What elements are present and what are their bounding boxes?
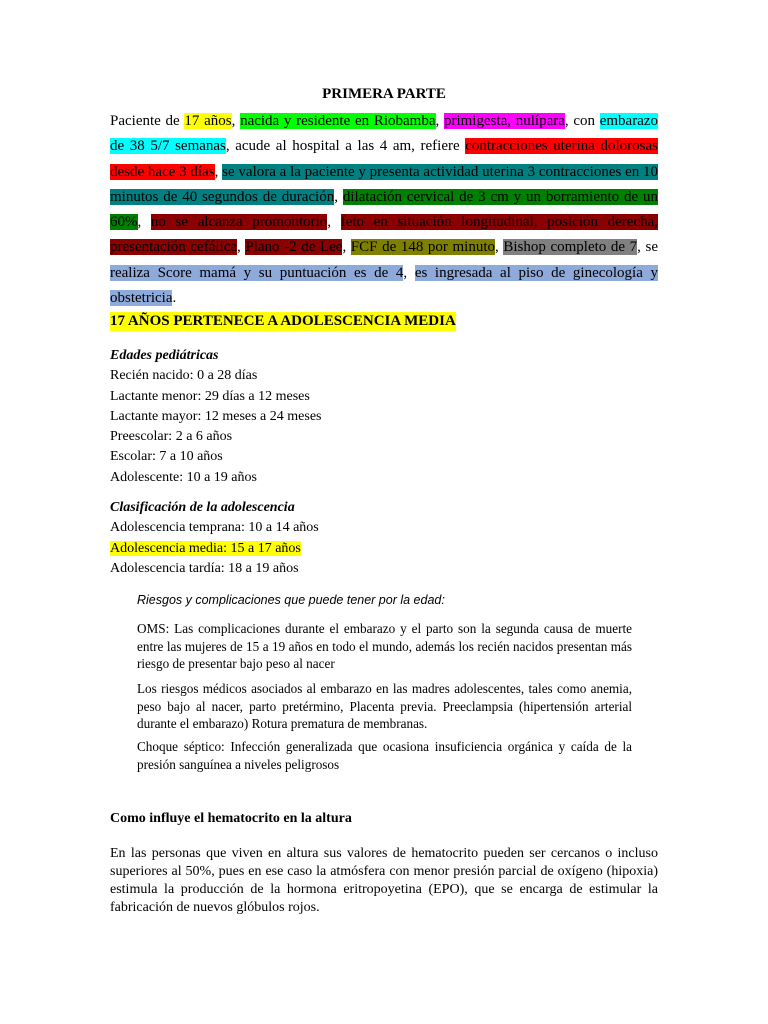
case-text: , [327,214,341,231]
list-item-highlighted [110,539,319,559]
case-text: , [403,264,415,281]
case-text: , con [564,113,600,129]
case-text: , [342,239,351,256]
case-text: , se [637,239,658,256]
highlight-bishop: Bishop completo de 7 [503,239,638,256]
case-paragraph [110,109,658,311]
list-item: Escolar: 7 a 10 años [110,449,223,465]
case-text: . [172,290,177,307]
case-text: , [237,239,246,256]
highlight-promontory: no se alcanza promontorio [150,214,328,231]
case-text: , [435,113,444,129]
adolescence-classification-section [110,498,319,579]
risk-paragraph-septic-shock: Choque séptico: Infección generalizada que ocasiona insuficiencia orgánica y caída de la presión sanguínea a niveles peligrosos [137,739,632,772]
hematocrit-paragraph: En las personas que viven en altura sus valores de hematocrito pueden ser cercanos o incluso superiores al 50%, pues en ese caso la atmósfera con menor presión parcial de oxígeno (hipoxia) estimula la producción de la hormona eritropoyetina (EPO), que se encarga de estimular la fabricación de nuevos glóbulos rojos. [110,846,658,915]
adolescence-headline: 17 AÑOS PERTENECE A ADOLESCENCIA MEDIA [110,313,456,329]
case-text: , [334,188,343,205]
list-item: Adolescente: 10 a 19 años [110,469,257,485]
highlight-uterine-activity: se valora a la paciente y presenta actividad uterina 3 contracciones en 10 minutos de 40 segundos de duración [110,163,659,205]
hematocrit-title: Como influye el hematocrito en la altura [110,811,352,826]
section-title: Clasificación de la adolescencia [110,500,295,515]
highlight-fetus-position: feto en situación longitudinal, posición derecha, presentación cefálica [110,214,659,256]
section-title: Edades pediátricas [110,348,219,363]
list-item: Adolescencia tardía: 18 a 19 años [110,560,299,576]
list-item: Preescolar: 2 a 6 años [110,429,233,445]
risk-paragraph-medical: Los riesgos médicos asociados al embarazo en las madres adolescentes, tales como anemia, peso bajo al nacer, parto pretérmino, Placenta previa. Preeclampsia (hipertensión arterial durante el embarazo) Rotura prematura de membranas. [137,681,632,731]
risk-paragraph-oms: OMS: Las complicaciones durante el embarazo y el parto son la segunda causa de muerte entre las mujeres de 15 a 19 años en todo el mundo, además los recién nacidos presentan más riesgo de presentar bajo peso al nacer [137,621,632,671]
highlight-score-mama: realiza Score mamá y su puntuación es de 4 [110,264,404,281]
highlight-middle-adolescence: Adolescencia media: 15 a 17 años [110,540,301,556]
pediatric-ages-section [110,346,321,488]
risks-title: Riesgos y complicaciones que puede tener por la edad: [137,593,445,607]
page-title: PRIMERA PARTE [322,86,446,102]
case-text: , [214,163,223,180]
highlight-admission: es ingresada al piso de ginecología y obstetricia [110,264,659,307]
highlight-dilation: dilatación cervical de 3 cm y un borramiento de un 60% [110,188,659,231]
case-text: , acude al hospital a las 4 am, refiere [225,138,466,155]
list-item: Lactante menor: 29 días a 12 meses [110,388,310,404]
highlight-contractions: contracciones uterina dolorosas desde hace 3 días [110,138,658,180]
highlight-lee-plane: Plano -2 de Lee [245,239,343,256]
list-item: Lactante mayor: 12 meses a 24 meses [110,408,322,424]
highlight-residence: nacida y residente en Riobamba [240,113,436,129]
highlight-age: 17 años [184,113,232,129]
list-item: Adolescencia temprana: 10 a 14 años [110,520,319,536]
highlight-gestational-age: embarazo de 38 5/7 semanas [110,113,659,155]
list-item: Recién nacido: 0 a 28 días [110,368,258,384]
case-text: Paciente de [110,113,185,129]
case-text: , [495,239,504,256]
highlight-fetal-heart-rate: FCF de 148 por minuto [350,239,496,256]
highlight-gravidity: primigesta, nulípara [443,113,565,129]
case-text: , [137,214,151,231]
case-text: , [231,113,241,129]
